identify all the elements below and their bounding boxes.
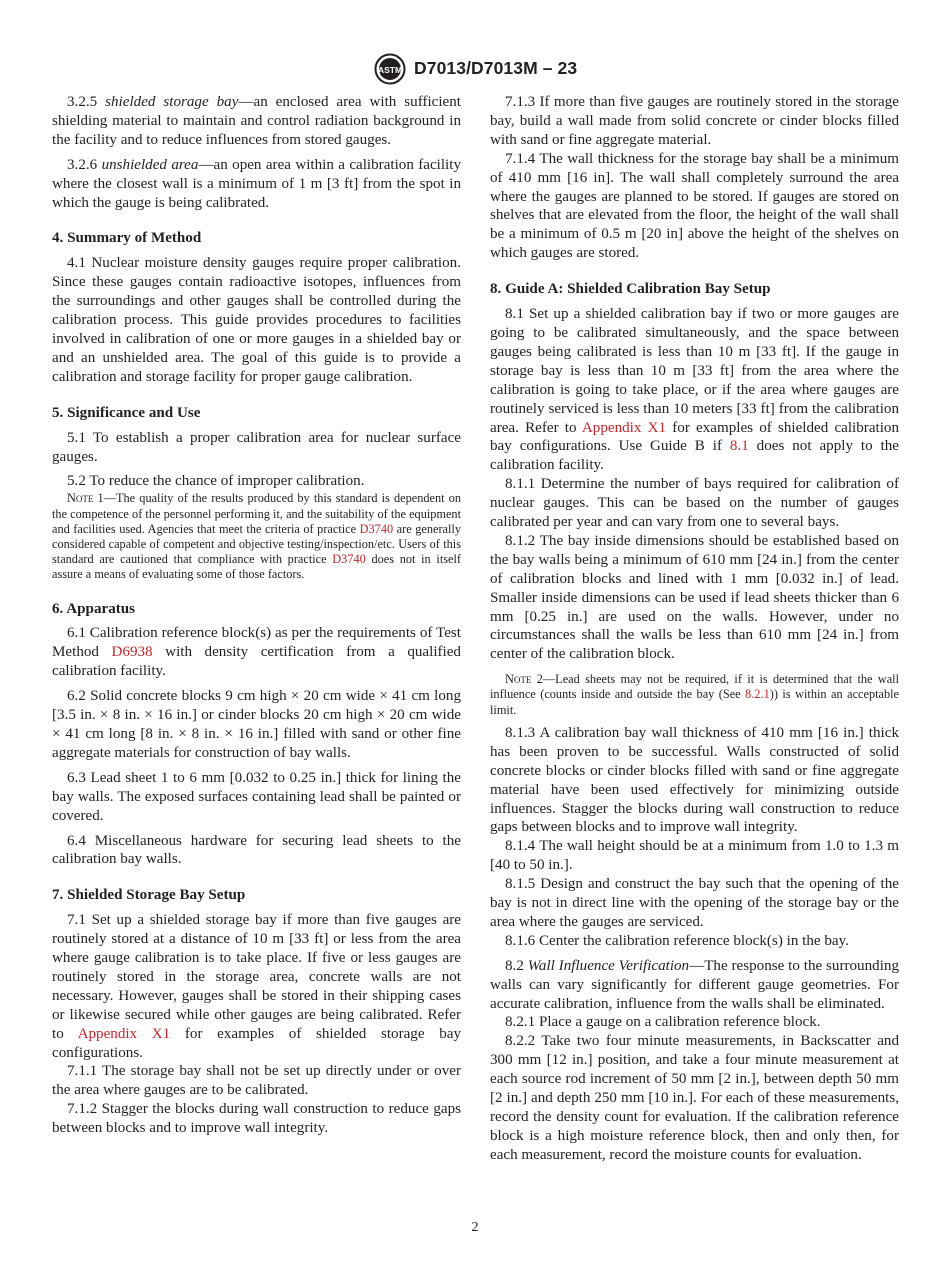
section-heading-8: 8. Guide A: Shielded Calibration Bay Setup	[490, 281, 771, 298]
section-heading-7: 7. Shielded Storage Bay Setup	[52, 887, 246, 904]
paragraph-8-2-1: 8.2.1 Place a gauge on a calibration reference block.	[505, 1014, 821, 1031]
reference-link-appendix-x1[interactable]: Appendix X1	[581, 419, 667, 436]
page-number: 2	[471, 1220, 479, 1235]
logo-text: ASTM	[377, 65, 403, 75]
paragraph-8-1-4: 8.1.4 The wall height should be at a minimum from 1.0 to 1.3 m [40 to 50 in.].	[490, 838, 899, 874]
reference-link-d6938[interactable]: D6938	[111, 644, 153, 661]
reference-link-8-2-1[interactable]: 8.2.1	[745, 687, 770, 702]
paragraph-8-1-6: 8.1.6 Center the calibration reference block(s) in the bay.	[505, 932, 849, 949]
paragraph-4-1: 4.1 Nuclear moisture density gauges require proper calibration. Since these gauges contain radioactive isotopes, influences from the surroundings and other gauges shall be controlled during the calibration process. This guide provides procedures to facilities involved in calibration of one or more gauges in a shielded bay or and an unshielded area. The goal of this guide is to provide a calibration and storage facility for proper gauge calibration.	[52, 255, 461, 385]
reference-link-appendix-x1[interactable]: Appendix X1	[77, 1025, 171, 1042]
paragraph-7-1: 7.1 Set up a shielded storage bay if more than five gauges are routinely stored at a distance of 10 m [33 ft] or less from the area where gauge calibration is to take place. If five or less gauges are routinely stored in the storage area, concrete walls are not necessary. However, gauges shall be stored in their shipping cases or likewise secured while other gauges are being calibrated. Refer to Appendix X1 for examples of shielded storage bay configurations.	[52, 912, 462, 1061]
paragraph-3-2-6: 3.2.6 unshielded area—an open area within a calibration facility where the closest wall is a minimum of 1 m [3 ft] from the spot in which the gauge is being calibrated.	[52, 156, 461, 211]
reference-link-d3740[interactable]: D3740	[332, 552, 366, 567]
astm-logo-icon	[373, 53, 407, 85]
page-header	[0, 53, 950, 85]
term: Wall Influence Verification	[527, 957, 690, 974]
note-2: Note 2—Lead sheets may not be required, if it is determined that the wall influence (counts inside and outside the bay (See 8.2.1)) is within an acceptable limit.	[490, 672, 899, 717]
paragraph-7-1-3: 7.1.3 If more than five gauges are routinely stored in the storage bay, build a wall made from solid concrete or cinder blocks filled with sand or fine aggregate material.	[490, 94, 899, 148]
paragraph-8-1-2: 8.1.2 The bay inside dimensions should be established based on the bay walls being a minimum of 610 mm [24 in.] from the center of calibration blocks and lined with 1 mm [0.032 in.] of lead. Smaller inside dimensions can be used if lead sheets thicker than 6 mm [0.25 in.] are used on the walls. However, under no circumstances shall the walls be less than 610 mm [24 in.] from center of the calibration block.	[490, 532, 899, 663]
left-column	[52, 93, 461, 1138]
paragraph-8-2-2: 8.2.2 Take two four minute measurements, in Backscatter and 300 mm [12 in.] position, and take a four minute measurement at each source rod increment of 50 mm [2 in.], between depth 50 mm [2 in.] and depth 250 mm [10 in.]. For each of these measurements, record the density count for evaluation. If the calibration reference block is a high moisture reference block, then and only then, for each measurement, record the moisture counts for evaluation.	[490, 1033, 899, 1163]
paragraph-6-3: 6.3 Lead sheet 1 to 6 mm [0.032 to 0.25 in.] thick for lining the bay walls. The exposed surfaces containing lead shall be painted or covered.	[52, 769, 461, 824]
paragraph-8-1-5: 8.1.5 Design and construct the bay such that the opening of the bay is not in direct line with the opening of the storage bay or the area where the gauges are serviced.	[490, 876, 899, 930]
note-1: Note 1—The quality of the results produced by this standard is dependent on the competence of the personnel performing it, and the suitability of the equipment and facilities used. Agencies that meet the criteria of practice D3740 are generally considered capable of competent and objective testing/inspection/etc. Users of this standard are cautioned that compliance with practice D3740 does not in itself assure a means of evaluating some of those factors.	[52, 491, 461, 582]
paragraph-8-2: 8.2 Wall Influence Verification—The response to the surrounding walls can vary significantly for different gauge geometries. For accurate calibration, influence from the walls shall be eliminated.	[490, 957, 899, 1012]
right-column	[490, 93, 899, 1165]
paragraph-7-1-4: 7.1.4 The wall thickness for the storage bay shall be a minimum of 410 mm [16 in]. The wall shall completely surround the area where the gauges are planned to be stored. If gauges are stored on shelves that are elevated from the floor, the height of the wall shall be a minimum of 0.5 m [20 in] above the height of the shelves on which gauges are stored.	[490, 150, 899, 262]
paragraph-7-1-1: 7.1.1 The storage bay shall not be set up directly under or over the area where gauges are to be calibrated.	[52, 1063, 461, 1099]
paragraph-6-2: 6.2 Solid concrete blocks 9 cm high × 20 cm wide × 41 cm long [3.5 in. × 8 in. × 16 in.] or cinder blocks 20 cm high × 20 cm wide × 41 cm long [8 in. × 8 in. × 16 in.] filled with sand or other fine aggregate materials for construction of bay walls.	[52, 688, 461, 761]
document-id: D7013/D7013M – 23	[414, 58, 578, 78]
paragraph-5-2: 5.2 To reduce the chance of improper calibration.	[67, 473, 365, 490]
section-heading-4: 4. Summary of Method	[52, 230, 202, 247]
paragraph-8-1-1: 8.1.1 Determine the number of bays required for calibration of nuclear gauges. This can be based on the number of gauges calibrated per year and can vary from one to several bays.	[490, 476, 899, 531]
paragraph-3-2-5: 3.2.5 shielded storage bay—an enclosed area with sufficient shielding material to maintain and control radiation background in the facility and to reduce influences from stored gauges.	[52, 94, 462, 148]
paragraph-6-4: 6.4 Miscellaneous hardware for securing lead sheets to the calibration bay walls.	[52, 832, 461, 868]
reference-link-d3740[interactable]: D3740	[359, 521, 394, 536]
term: unshielded area	[101, 156, 199, 173]
paragraph-6-1: 6.1 Calibration reference block(s) as per the requirements of Test Method D6938 with density certification from a qualified calibration facility.	[52, 625, 461, 680]
section-heading-5: 5. Significance and Use	[52, 404, 201, 421]
term: shielded storage bay	[105, 94, 239, 110]
paragraph-8-1-3: 8.1.3 A calibration bay wall thickness of 410 mm [16 in.] thick has been proven to be successful. Walls constructed of solid concrete blocks or cinder blocks filled with sand or fine aggregate material have been used effectively for minimizing outside influences. Stagger the blocks during wall construction to reduce gaps between blocks and to improve wall integrity.	[490, 724, 899, 836]
paragraph-5-1: 5.1 To establish a proper calibration area for nuclear surface gauges.	[52, 429, 461, 465]
paragraph-8-1: 8.1 Set up a shielded calibration bay if two or more gauges are going to be calibrated simultaneously, and the space between gauges being calibrated is less than 10 m [33 ft]. If the gauge in storage bay is less than 10 m [33 ft] from the area where the calibration is going to take place, or if the area where gauges are routinely serviced is less than 10 meters [33 ft] from the calibration area. Refer to Appendix X1 for examples of shielded calibration bay configurations. Use Guide B if 8.1 does not apply to the calibration facility.	[490, 306, 899, 474]
paragraph-7-1-2: 7.1.2 Stagger the blocks during wall construction to reduce gaps between blocks and to improve wall integrity.	[52, 1101, 461, 1137]
reference-link-8-1[interactable]: 8.1	[729, 438, 749, 455]
section-heading-6: 6. Apparatus	[52, 600, 136, 617]
